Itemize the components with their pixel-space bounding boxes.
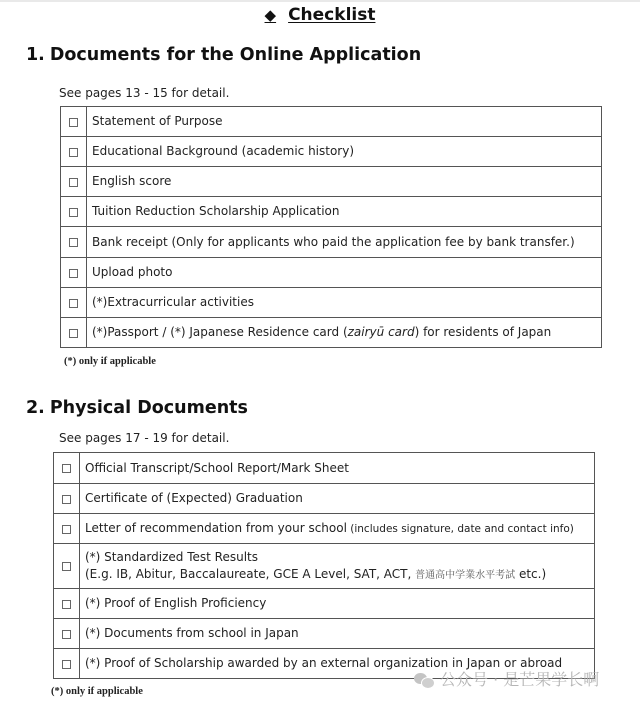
wechat-icon	[414, 672, 434, 688]
checkbox[interactable]	[69, 299, 78, 308]
checklist-row	[61, 107, 602, 137]
item-label: English score	[87, 167, 602, 197]
item-label: Official Transcript/School Report/Mark Sheet	[80, 453, 595, 484]
checklist-row	[54, 484, 595, 514]
item-label: Letter of recommendation from your school (includes signature, date and contact info)	[80, 514, 595, 544]
checklist-row	[61, 227, 602, 258]
section-1-footnote: (*) only if applicable	[64, 356, 156, 367]
item-label: Statement of Purpose	[87, 107, 602, 137]
checklist-row	[54, 589, 595, 619]
checklist-row	[61, 318, 602, 348]
checkbox[interactable]	[62, 660, 71, 669]
checkbox[interactable]	[62, 630, 71, 639]
item-label: (*)Extracurricular activities	[87, 288, 602, 318]
section-1-note: See pages 13 - 15 for detail.	[59, 86, 230, 100]
page-title-text: Checklist	[288, 5, 376, 25]
item-label: (*) Documents from school in Japan	[80, 619, 595, 649]
watermark	[414, 670, 599, 690]
checklist-row	[61, 197, 602, 227]
checklist-row	[54, 453, 595, 484]
checkbox[interactable]	[69, 238, 78, 247]
watermark-text: 公众号 · 是芒果学长啊	[440, 670, 600, 689]
physical-documents-checklist	[53, 452, 595, 679]
checklist-row	[61, 258, 602, 288]
page-title	[0, 3, 640, 27]
section-2-note: See pages 17 - 19 for detail.	[59, 431, 230, 445]
item-label: (*) Standardized Test Results (E.g. IB, Abitur, Baccalaureate, GCE A Level, SAT, ACT, 普通高中学業水平考試 etc.)	[80, 544, 595, 589]
checkbox[interactable]	[62, 525, 71, 534]
checklist-row	[54, 514, 595, 544]
item-label: Certificate of (Expected) Graduation	[80, 484, 595, 514]
black-diamond-icon: ◆	[264, 6, 277, 24]
item-label: Tuition Reduction Scholarship Application	[87, 197, 602, 227]
checkbox[interactable]	[69, 269, 78, 278]
checklist-row	[54, 544, 595, 589]
section-2-footnote: (*) only if applicable	[51, 686, 143, 697]
checkbox[interactable]	[62, 600, 71, 609]
checkbox[interactable]	[69, 329, 78, 338]
checklist-row	[54, 619, 595, 649]
item-label: (*) Proof of Scholarship awarded by an external organization in Japan or abroad	[80, 649, 595, 679]
item-label: Bank receipt (Only for applicants who paid the application fee by bank transfer.)	[87, 227, 602, 258]
checklist-row	[61, 167, 602, 197]
checkbox[interactable]	[69, 148, 78, 157]
checkbox[interactable]	[62, 562, 71, 571]
item-label: Upload photo	[87, 258, 602, 288]
checkbox[interactable]	[62, 495, 71, 504]
item-label: (*)Passport / (*) Japanese Residence card (zairyū card) for residents of Japan	[87, 318, 602, 348]
section-2-heading: 2. Physical Documents	[26, 398, 248, 418]
section-1-heading: 1. Documents for the Online Application	[26, 45, 422, 65]
top-border-line	[0, 0, 640, 2]
checkbox[interactable]	[69, 118, 78, 127]
checkbox[interactable]	[62, 464, 71, 473]
online-application-checklist	[60, 106, 602, 348]
item-label: (*) Proof of English Proficiency	[80, 589, 595, 619]
checkbox[interactable]	[69, 178, 78, 187]
checklist-row	[61, 137, 602, 167]
item-label: Educational Background (academic history)	[87, 137, 602, 167]
checklist-row	[61, 288, 602, 318]
checkbox[interactable]	[69, 208, 78, 217]
